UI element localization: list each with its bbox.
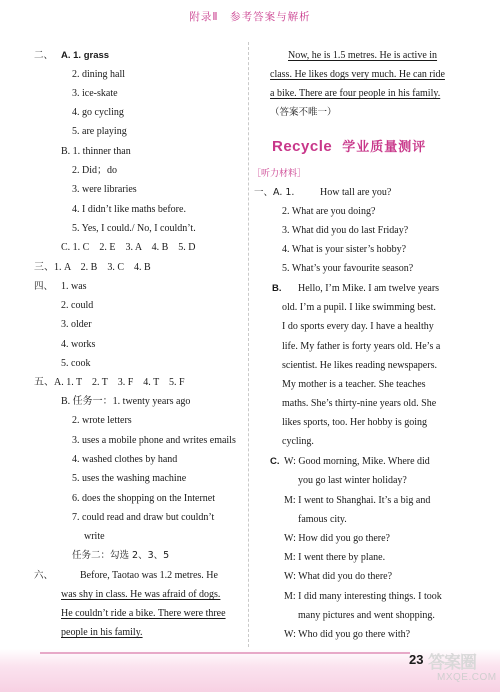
page-number: 23 [409,652,424,667]
r1a-5: 5. What’s your favourite season? [282,263,414,274]
s4-2: 2. could [61,300,94,311]
s5b-3: 3. uses a mobile phone and writes emails [72,435,236,446]
r1b-9: cycling. [282,436,314,447]
r1b-2: old. I’m a pupil. I like swimming best. [282,302,436,313]
s5b-7: 7. could read and draw but couldn’t [72,512,215,523]
s5b-7-cont: write [84,531,105,542]
s2c: C. 1. C 2. E 3. A 4. B 5. D [61,242,196,253]
s4-4: 4. works [61,339,96,350]
s2b-1: B. 1. thinner than [61,146,131,157]
r1a-2: 2. What are you doing? [282,206,376,217]
s5b-task1: B. 任务一：1. twenty years ago [61,396,191,407]
s5b-6: 6. does the shopping on the Internet [72,493,216,504]
r1b-marker: B. [272,283,282,294]
r1b-1: Hello, I’m Mike. I am twelve years [298,283,440,294]
s6-note: （答案不唯一） [270,107,337,118]
r1c-8: M: I did many interesting things. I took [284,591,442,602]
r1c-10: W: Who did you go there with? [284,629,411,640]
s4-5: 5. cook [61,358,91,369]
s2b-5: 5. Yes, I could./ No, I couldn’t. [72,223,196,234]
s4-1: 1. was [61,281,87,292]
r1a-3: 3. What did you do last Friday? [282,225,409,236]
r1b-4: life. My father is forty years old. He’s a [282,341,441,352]
column-divider [248,42,249,647]
r1b-3: I do sports every day. I have a healthy [282,321,434,332]
recycle-subtitle: 学业质量测评 [342,140,427,155]
footer-band [0,649,500,692]
r1c-7: W: What did you do there? [284,571,393,582]
recycle-section-title [272,136,426,155]
r1c-3: M: I went to Shanghai. It’s a big and [284,495,431,506]
r1c-2: you go last winter holiday? [298,475,407,486]
page-header: 附录Ⅱ 参考答案与解析 [189,11,311,23]
footer-rule [40,652,410,654]
section-6-marker: 六、 [34,570,54,581]
s2a-1: A. 1. grass [61,50,110,61]
r1a-1: How tall are you? [320,187,392,198]
s6-cont-1: Now, he is 1.5 metres. He is active in [288,50,438,61]
r1c-marker: C. [270,456,280,467]
listening-material-tag: ［听力材料］ [252,169,307,179]
section-3: 三、1. A 2. B 3. C 4. B [34,262,151,273]
s2a-5: 5. are playing [72,126,127,137]
r1b-5: scientist. He likes reading newspapers. [282,360,437,371]
s6-line-1: Before, Taotao was 1.2 metres. He [80,570,218,581]
r1c-9: many pictures and went shopping. [298,610,435,621]
r1a-marker: 一、A. 1. [254,187,295,198]
r1a-4: 4. What is your sister’s hobby? [282,244,407,255]
section-4-marker: 四、 [34,281,54,292]
s2b-3: 3. were libraries [72,184,137,195]
s6-line-3: He couldn’t ride a bike. There were three [61,608,226,619]
watermark-url: MXQE.COM [437,672,497,683]
recycle-label: Recycle [272,138,333,155]
r1b-8: likes sports, too. Her hobby is going [282,417,427,428]
s2a-4: 4. go cycling [72,107,124,118]
r1c-4: famous city. [298,514,347,525]
s6-cont-2: class. He likes dogs very much. He can ride [270,69,445,80]
r1c-6: M: I went there by plane. [284,552,386,563]
section-2-marker: 二、 [34,50,54,61]
s5b-task2: 任务二：勾选 2、3、5 [72,550,170,561]
s2a-2: 2. dining hall [72,69,126,80]
r1c-1: W: Good morning, Mike. Where did [284,456,430,467]
r1b-7: maths. She’s thirty-nine years old. She [282,398,437,409]
watermark-logo: 答案圈 [428,653,476,673]
s4-3: 3. older [61,319,92,330]
s2b-4: 4. I didn’t like maths before. [72,204,186,215]
s6-line-2: was shy in class. He was afraid of dogs. [61,589,221,600]
s5b-2: 2. wrote letters [72,415,132,426]
s5a: 五、A. 1. T 2. T 3. F 4. T 5. F [34,377,185,388]
s2a-3: 3. ice-skate [72,88,118,99]
r1c-5: W: How did you go there? [284,533,390,544]
s2b-2: 2. Did；do [72,165,117,176]
s5b-5: 5. uses the washing machine [72,473,187,484]
s5b-4: 4. washed clothes by hand [72,454,178,465]
s6-line-4: people in his family. [61,627,143,638]
s6-cont-3: a bike. There are four people in his family. [270,88,441,99]
r1b-6: My mother is a teacher. She teaches [282,379,426,390]
